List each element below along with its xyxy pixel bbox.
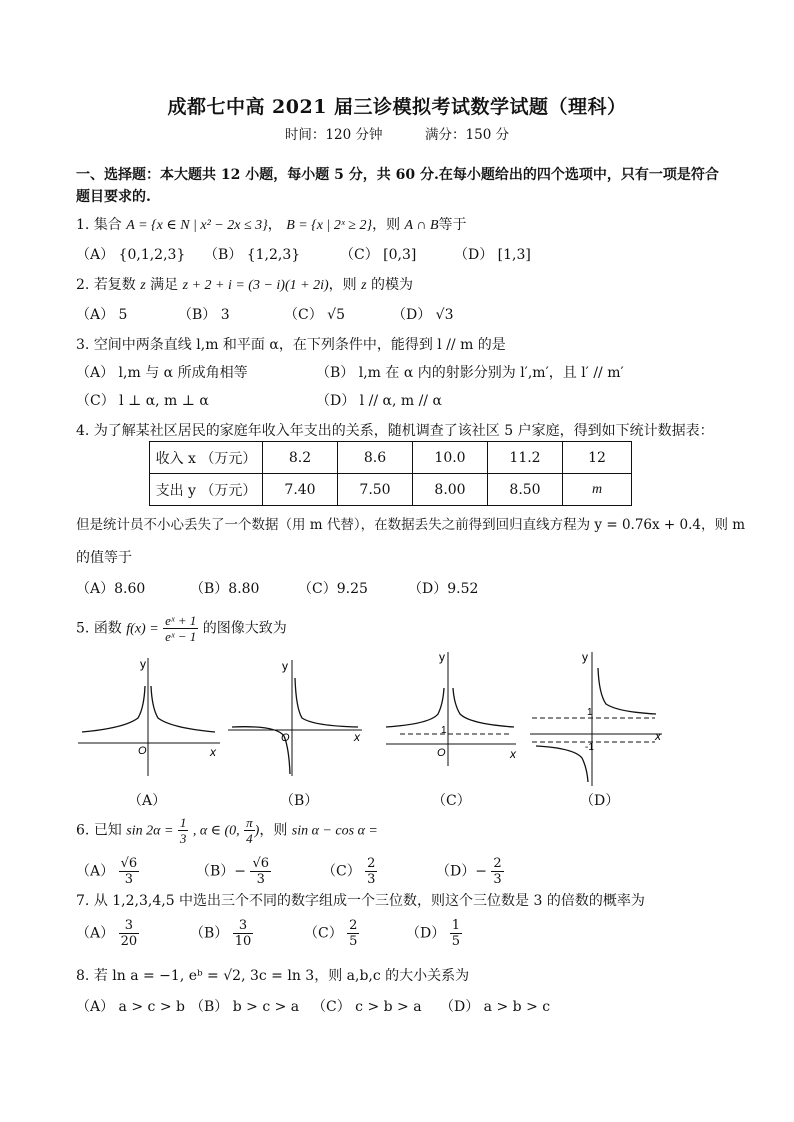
numerator: √6	[120, 856, 138, 871]
question-text: 满足	[150, 277, 179, 293]
origin-label: O	[138, 745, 147, 757]
y-label: y	[582, 650, 588, 664]
q8-option-d: （D） a > b > c	[440, 999, 551, 1015]
q2-option-c: （C） √5	[284, 307, 345, 323]
question-1: 1. 集合 A = {x ∈ N | x² − 2x ≤ 3}， B = {x | 2ˣ ≥ 2}，则 A ∩ B等于	[76, 217, 467, 233]
fraction	[233, 918, 254, 949]
question-text: 若复数	[93, 277, 136, 293]
curve-left	[386, 688, 444, 727]
table-cell: 7.40	[263, 474, 338, 506]
numerator: 1	[451, 918, 460, 933]
numerator: 2	[367, 856, 376, 871]
fraction	[244, 815, 255, 846]
table-cell: 8.6	[338, 442, 413, 474]
question-text: ，则	[328, 277, 357, 293]
numerator: 3	[233, 918, 254, 934]
q6-option-c	[322, 856, 377, 887]
graph-d	[530, 650, 662, 786]
option-sign: −	[234, 863, 247, 880]
q2-option-b: （B） 3	[178, 307, 230, 323]
option-label: （C）	[322, 863, 361, 880]
table-cell: 8.50	[488, 474, 563, 506]
question-number: 7.	[76, 893, 90, 909]
math-expr: f(x) =	[126, 621, 159, 637]
q4-text-3: 的值等于	[76, 550, 132, 566]
math-expr: )	[254, 823, 260, 839]
q6-option-b	[196, 856, 271, 887]
q6-option-a	[76, 856, 139, 887]
curve-left	[536, 746, 588, 782]
question-text: 已知	[93, 822, 122, 839]
math-expr: sin 2α =	[126, 823, 174, 839]
table-cell: 8.2	[263, 442, 338, 474]
denominator: 3	[493, 872, 502, 887]
exam-time: 时间：120 分钟	[284, 127, 383, 143]
question-number: 3.	[76, 337, 90, 353]
numerator: 3	[119, 918, 140, 934]
q8-option-b: （B） b > c > a	[190, 999, 300, 1015]
q3-option-a: （A） l,m 与 α 所成角相等	[76, 365, 248, 381]
question-text: 空间中两条直线 l,m 和平面 α，在下列条件中，能得到 l // m 的是	[93, 337, 506, 353]
option-label: （B）	[190, 925, 229, 942]
q6-option-d	[436, 856, 504, 887]
x-label: x	[655, 729, 661, 743]
fraction	[163, 613, 198, 644]
denominator: 5	[451, 934, 460, 949]
y-label: y	[439, 650, 445, 664]
graph-label-a: （A）	[128, 793, 167, 809]
question-text: 集合	[93, 217, 122, 233]
exam-score: 满分：150 分	[425, 127, 510, 143]
question-number: 6.	[76, 822, 90, 839]
question-text: 从 1,2,3,4,5 中选出三个不同的数字组成一个三位数，则这个三位数是 3 的倍数的概率为	[93, 893, 645, 909]
question-text: ，则	[372, 217, 401, 233]
q4-option-d: （D）9.52	[408, 581, 479, 597]
q4-text-2: 但是统计员不小心丢失了一个数据（用 m 代替），在数据丢失之前得到回归直线方程为 y = 0.76x + 0.4，则 m	[76, 517, 746, 533]
option-sign: −	[475, 863, 487, 880]
q4-option-a: （A）8.60	[76, 581, 146, 597]
question-2	[76, 274, 413, 294]
x-label: x	[510, 747, 516, 761]
graph-label-b: （B）	[280, 793, 319, 809]
denominator: 4	[246, 831, 253, 846]
question-text: 等于	[438, 217, 467, 233]
origin-label: O	[437, 747, 446, 759]
table-cell: 11.2	[488, 442, 563, 474]
numerator: eˣ + 1	[165, 613, 197, 628]
table-row	[150, 474, 632, 506]
denominator: eˣ − 1	[165, 629, 197, 644]
graph-a	[78, 657, 220, 776]
fraction	[119, 856, 140, 887]
table-cell: m	[563, 474, 632, 506]
y-label: y	[282, 659, 288, 673]
set-a: A = {x ∈ N | x² − 2x ≤ 3}	[126, 218, 268, 233]
q8-option-c: （C） c > b > a	[312, 999, 422, 1015]
question-5	[76, 613, 287, 644]
math-var: z	[140, 278, 146, 293]
graph-label-d: （D）	[580, 793, 620, 809]
x-label: x	[354, 730, 360, 744]
exam-subtitle	[0, 123, 794, 143]
origin-label: O	[281, 732, 290, 744]
numerator: 2	[349, 918, 358, 933]
question-4	[76, 420, 714, 440]
section-heading: 一、选择题：本大题共 12 小题，每小题 5 分，共 60 分.在每小题给出的四个选项中，只有一项是符合题目要求的.	[76, 167, 719, 205]
question-text: 的模为	[371, 277, 413, 293]
q1-option-b: （B） {1,2,3}	[204, 247, 301, 263]
q4-option-b: （B）8.80	[190, 581, 260, 597]
function-graphs	[70, 648, 730, 788]
fraction	[347, 918, 359, 949]
question-number: 5.	[76, 620, 90, 637]
question-number: 1.	[76, 217, 90, 233]
fraction	[250, 856, 271, 887]
q2-option-d: （D） √3	[392, 307, 454, 323]
data-table	[149, 441, 632, 506]
tick-label-1: 1	[587, 707, 593, 718]
curve-left	[82, 686, 145, 732]
q1-option-d: （D） [1,3]	[454, 247, 531, 263]
graph-c	[386, 650, 517, 766]
q7-option-b	[190, 918, 253, 949]
fraction	[178, 815, 189, 846]
q8-option-a: （A） a > c > b	[76, 999, 185, 1015]
table-cell: 7.50	[338, 474, 413, 506]
question-8	[76, 965, 469, 985]
tick-label-1: 1	[441, 725, 447, 736]
question-3	[76, 334, 506, 354]
option-label: （A）	[76, 863, 115, 880]
math-expr: z + 2 + i = (3 − i)(1 + 2i)	[182, 278, 329, 293]
question-number: 2.	[76, 277, 90, 293]
set-b: B = {x | 2ˣ ≥ 2}	[286, 218, 373, 233]
denominator: 20	[120, 934, 138, 949]
denominator: 5	[349, 934, 358, 949]
numerator: π	[246, 815, 253, 830]
curve-right	[295, 678, 358, 727]
graph-b	[228, 659, 362, 776]
curve-right	[598, 668, 656, 714]
fraction	[119, 918, 140, 949]
denominator: 3	[124, 872, 133, 887]
question-text: 若 ln a = −1, eᵇ = √2, 3c = ln 3，则 a,b,c 的大小关系为	[93, 968, 470, 984]
question-6	[76, 815, 378, 846]
fraction	[450, 918, 462, 949]
option-label: （A）	[76, 925, 115, 942]
option-label: （D）	[406, 925, 446, 942]
question-text: 的图像大致为	[202, 620, 287, 637]
table-cell: 12	[563, 442, 632, 474]
table-cell: 收入 x （万元）	[150, 442, 263, 474]
q3-option-b: （B） l,m 在 α 内的射影分别为 l′,m′，且 l′ // m′	[316, 365, 624, 381]
q1-option-c: （C） [0,3]	[340, 247, 417, 263]
question-number: 8.	[76, 968, 90, 984]
question-text: 为了解某社区居民的家庭年收入年支出的关系，随机调查了该社区 5 户家庭，得到如下统计数据表：	[93, 423, 714, 439]
curve-right	[453, 688, 514, 727]
denominator: 3	[256, 872, 265, 887]
denominator: 3	[179, 831, 187, 846]
math-expr: sin α − cos α =	[291, 823, 378, 839]
q1-option-a: （A） {0,1,2,3}	[76, 247, 186, 263]
numerator: 2	[493, 856, 502, 871]
question-text: 函数	[93, 620, 122, 637]
graph-label-c: （C）	[432, 793, 471, 809]
option-label: （D）	[436, 863, 476, 880]
option-label: （B）	[196, 863, 235, 880]
fraction	[365, 856, 377, 887]
x-label: x	[210, 745, 216, 759]
table-row	[150, 442, 632, 474]
q7-option-d	[406, 918, 462, 949]
math-expr: , α ∈ (0,	[192, 823, 240, 839]
q7-option-a	[76, 918, 139, 949]
q2-option-a: （A） 5	[76, 307, 128, 323]
q3-option-d: （D） l // α, m // α	[316, 393, 442, 409]
fraction	[491, 856, 503, 887]
tick-label-minus-1: -1	[585, 742, 594, 753]
denominator: 3	[367, 872, 376, 887]
question-number: 4.	[76, 423, 90, 439]
curve-right	[151, 686, 215, 732]
denominator: 10	[234, 934, 252, 949]
option-label: （C）	[304, 925, 343, 942]
question-7	[76, 890, 645, 910]
y-label: y	[140, 657, 146, 671]
q3-option-c: （C） l ⊥ α, m ⊥ α	[76, 393, 209, 409]
q4-option-c: （C）9.25	[298, 581, 368, 597]
table-cell: 支出 y （万元）	[150, 474, 263, 506]
numerator: √6	[252, 856, 270, 871]
math-expr: A ∩ B	[404, 218, 439, 233]
numerator: 1	[179, 815, 187, 830]
table-cell: 10.0	[413, 442, 488, 474]
exam-title: 成都七中高 2021 届三诊模拟考试数学试题（理科）	[167, 96, 627, 118]
table-cell: 8.00	[413, 474, 488, 506]
question-text: ，则	[259, 822, 288, 839]
math-var: z	[361, 278, 367, 293]
q7-option-c	[304, 918, 359, 949]
